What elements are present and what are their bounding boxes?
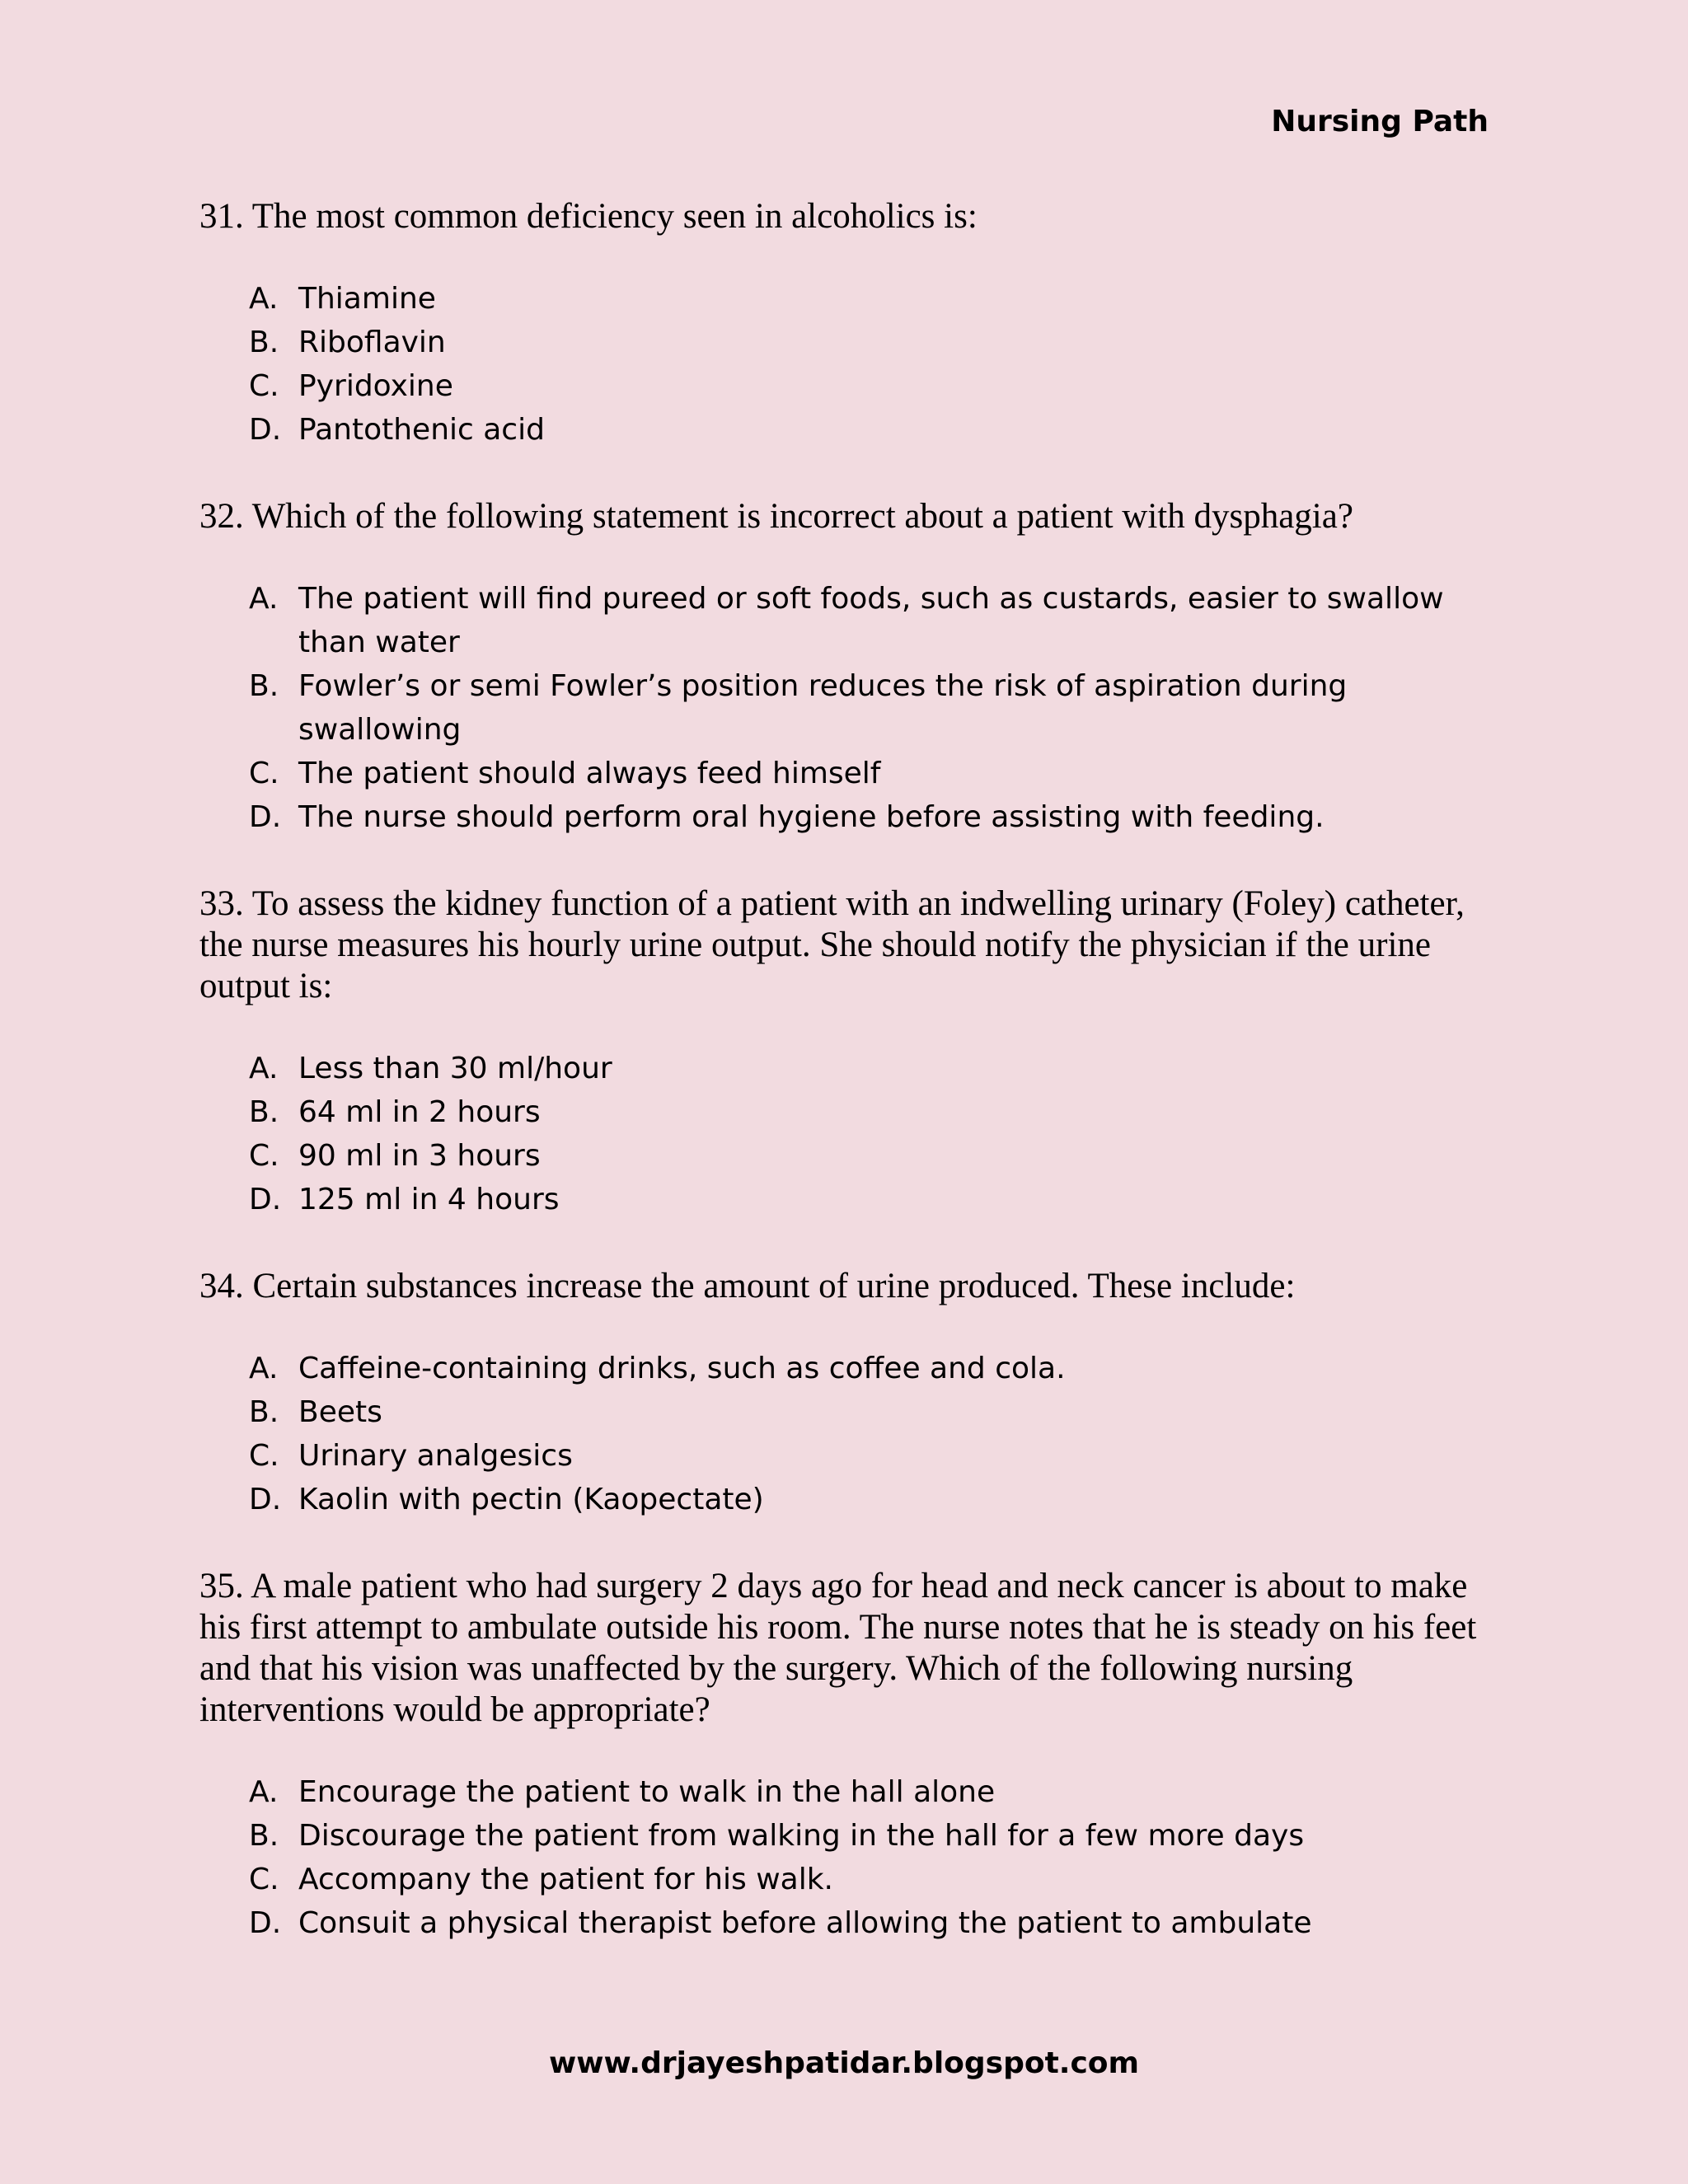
option-list	[199, 1047, 1502, 1221]
question-block	[199, 196, 1502, 452]
option-item	[249, 577, 1502, 664]
option-text: Consuit a physical therapist before allowing the patient to ambulate	[298, 1906, 1312, 1940]
option-text: 125 ml in 4 hours	[298, 1183, 560, 1216]
option-item	[249, 408, 1502, 452]
question-text: 33. To assess the kidney function of a patient with an indwelling urinary (Foley) catheter, the nurse measures his hourly urine output. She should notify the physician if the urine output is:	[199, 884, 1465, 1005]
option-list	[199, 577, 1502, 839]
option-item	[249, 1770, 1502, 1814]
option-letter: A.	[249, 582, 279, 616]
option-text: Encourage the patient to walk in the hall alone	[298, 1775, 996, 1809]
option-item	[249, 1134, 1502, 1178]
option-letter: B.	[249, 1819, 279, 1853]
question-text: 32. Which of the following statement is incorrect about a patient with dysphagia?	[199, 497, 1353, 536]
option-text: Riboflavin	[298, 326, 446, 359]
option-text: Discourage the patient from walking in the hall for a few more days	[298, 1819, 1305, 1853]
option-item	[249, 752, 1502, 795]
option-text: Caffeine-containing drinks, such as coffee and cola.	[298, 1352, 1066, 1385]
option-text: Fowler’s or semi Fowler’s position reduces the risk of aspiration during swallowing	[298, 669, 1348, 747]
option-text: 64 ml in 2 hours	[298, 1095, 541, 1129]
option-item	[249, 664, 1502, 752]
option-item	[249, 1478, 1502, 1521]
option-item	[249, 1390, 1502, 1434]
option-item	[249, 277, 1502, 321]
option-text: The nurse should perform oral hygiene before assisting with feeding.	[298, 800, 1325, 834]
option-item	[249, 364, 1502, 408]
option-text: Beets	[298, 1395, 382, 1429]
option-text: The patient should always feed himself	[298, 757, 881, 790]
option-text: 90 ml in 3 hours	[298, 1139, 541, 1173]
option-item	[249, 1901, 1502, 1945]
option-text: Kaolin with pectin (Kaopectate)	[298, 1483, 764, 1516]
option-letter: C.	[249, 1439, 279, 1473]
question-text: 34. Certain substances increase the amount of urine produced. These include:	[199, 1267, 1296, 1305]
option-letter: B.	[249, 1095, 279, 1129]
option-item	[249, 1090, 1502, 1134]
option-list	[199, 1770, 1502, 1945]
question-block	[199, 1266, 1502, 1521]
option-letter: C.	[249, 369, 279, 403]
option-letter: A.	[249, 1775, 279, 1809]
option-letter: C.	[249, 1139, 279, 1173]
page-header-title: Nursing Path	[1271, 105, 1489, 138]
option-text: Accompany the patient for his walk.	[298, 1863, 833, 1896]
option-text: Urinary analgesics	[298, 1439, 573, 1473]
option-letter: A.	[249, 282, 279, 316]
question-text: 31. The most common deficiency seen in alcoholics is:	[199, 197, 978, 236]
option-letter: B.	[249, 1395, 279, 1429]
option-letter: C.	[249, 1863, 279, 1896]
option-letter: C.	[249, 757, 279, 790]
option-letter: A.	[249, 1052, 279, 1085]
option-letter: B.	[249, 669, 279, 703]
question-block	[199, 883, 1502, 1221]
option-item	[249, 1347, 1502, 1390]
question-text: 35. A male patient who had surgery 2 days ago for head and neck cancer is about to make his first attempt to ambulate outside his room. The nurse notes that he is steady on his feet and that his vision was unaffected by the surgery. Which of the following nursing interventions would be appropriate?	[199, 1567, 1477, 1729]
question-block	[199, 496, 1502, 839]
option-letter: D.	[249, 1483, 282, 1516]
option-text: The patient will find pureed or soft foods, such as custards, easier to swallow than water	[298, 582, 1444, 659]
option-list	[199, 1347, 1502, 1521]
option-letter: D.	[249, 413, 282, 447]
option-item	[249, 1178, 1502, 1221]
option-letter: A.	[249, 1352, 279, 1385]
option-item	[249, 1814, 1502, 1858]
option-letter: B.	[249, 326, 279, 359]
option-text: Pantothenic acid	[298, 413, 545, 447]
option-letter: D.	[249, 1906, 282, 1940]
question-block	[199, 1566, 1502, 1945]
footer-url: www.drjayeshpatidar.blogspot.com	[548, 2046, 1140, 2080]
option-letter: D.	[249, 800, 282, 834]
option-text: Less than 30 ml/hour	[298, 1052, 612, 1085]
question-list	[199, 196, 1502, 1990]
option-item	[249, 1047, 1502, 1090]
option-item	[249, 321, 1502, 364]
option-item	[249, 1434, 1502, 1478]
option-text: Thiamine	[298, 282, 436, 316]
option-text: Pyridoxine	[298, 369, 453, 403]
option-item	[249, 1858, 1502, 1901]
option-list	[199, 277, 1502, 452]
option-item	[249, 795, 1502, 839]
option-letter: D.	[249, 1183, 282, 1216]
